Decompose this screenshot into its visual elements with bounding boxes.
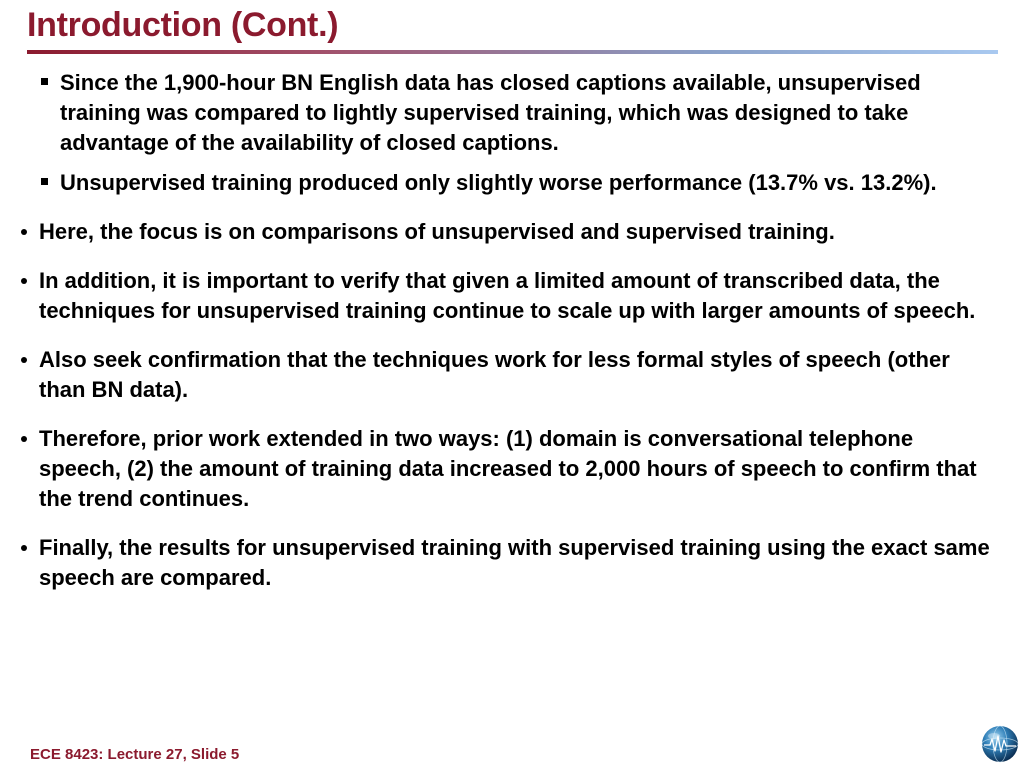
bullet-text: Also seek confirmation that the techniques work for less formal styles of speech (other than BN data). <box>39 347 950 402</box>
slide-content <box>0 68 1024 612</box>
sub-bullet-item <box>0 68 960 158</box>
sub-bullet-text: Unsupervised training produced only slightly worse performance (13.7% vs. 13.2%). <box>60 170 937 195</box>
round-bullet-icon <box>21 278 27 284</box>
square-bullet-icon <box>41 178 48 185</box>
bullet-item <box>0 266 999 326</box>
slide-footer: ECE 8423: Lecture 27, Slide 5 <box>30 746 240 763</box>
round-bullet-icon <box>21 357 27 363</box>
bullet-text: Therefore, prior work extended in two ways: (1) domain is conversational telephone speech, (2) the amount of training data increased to 2,000 hours of speech to confirm that the trend continues. <box>39 426 977 511</box>
round-bullet-icon <box>21 436 27 442</box>
bullet-text: Here, the focus is on comparisons of unsupervised and supervised training. <box>39 219 835 244</box>
round-bullet-icon <box>21 545 27 551</box>
square-bullet-icon <box>41 78 48 85</box>
bullet-item <box>0 533 999 593</box>
bullet-item <box>0 345 999 405</box>
globe-logo-icon <box>980 724 1020 764</box>
bullet-text: In addition, it is important to verify that given a limited amount of transcribed data, the techniques for unsupervised training continue to scale up with larger amounts of speech. <box>39 268 976 323</box>
bullet-item <box>0 424 999 514</box>
bullet-text: Finally, the results for unsupervised training with supervised training using the exact same speech are compared. <box>39 535 990 590</box>
round-bullet-icon <box>21 229 27 235</box>
slide-title: Introduction (Cont.) <box>27 6 339 44</box>
title-underline <box>27 50 998 54</box>
sub-bullet-text: Since the 1,900-hour BN English data has closed captions available, unsupervised training was compared to lightly supervised training, which was designed to take advantage of the availability of closed captions. <box>60 70 921 155</box>
sub-bullet-item <box>0 168 960 198</box>
bullet-item <box>0 217 999 247</box>
